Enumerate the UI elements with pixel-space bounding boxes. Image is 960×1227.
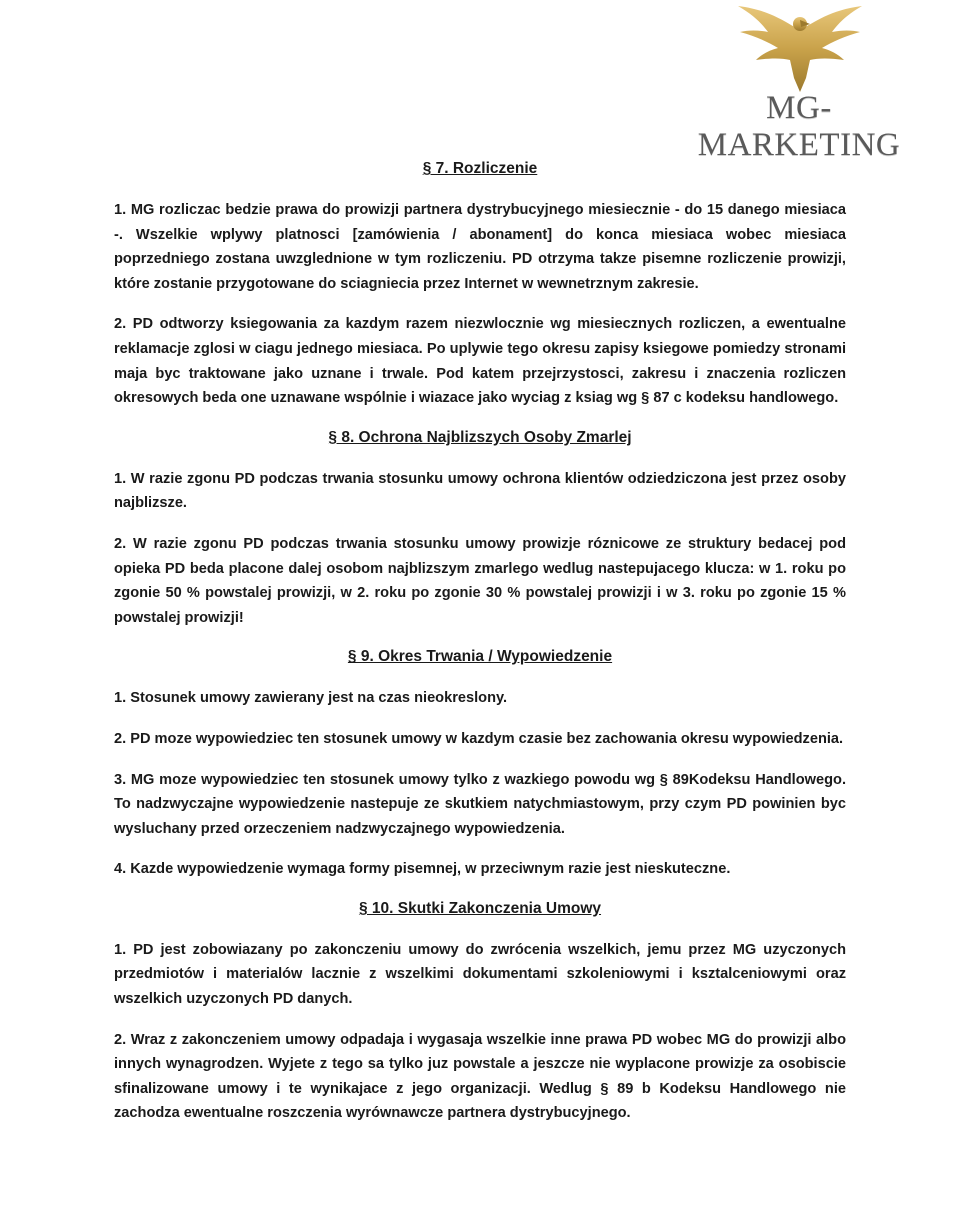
paragraph: 1. Stosunek umowy zawierany jest na czas nieokreslony. (114, 690, 508, 707)
paragraph: 4. Kazde wypowiedzenie wymaga formy pisemnej, w przeciwnym razie jest nieskuteczne. (114, 861, 731, 878)
paragraph: 2. W razie zgonu PD podczas trwania stosunku umowy prowizje róznicowe ze struktury bedacej pod opieka PD beda placone dalej osobom najblizszym zmarlego wedlug nastepujacego klucza: w 1. roku po zgonie 50 % powstalej prowizji, w 2. roku po zgonie 30 % powstalej prowizji i w 3. roku po zgonie 15 % powstalej prowizji! (114, 535, 846, 626)
paragraph: 3. MG moze wypowiedziec ten stosunek umowy tylko z wazkiego powodu wg § 89Kodeksu Handlowego. To nadzwyczajne wypowiedzenie nastepuje ze skutkiem natychmiastowym, przy czym PD powinien byc wysluchany przed orzeczeniem nadzwyczajnego wypowiedzenia. (114, 771, 846, 837)
section-heading: § 8. Ochrona Najblizszych Osoby Zmarlej (328, 428, 632, 446)
logo-wordmark: MG-MARKETING (697, 90, 901, 163)
document-body (114, 156, 846, 1126)
company-logo (668, 2, 930, 163)
paragraph: 1. W razie zgonu PD podczas trwania stosunku umowy ochrona klientów odziedziczona jest przez osoby najblizsze. (114, 470, 846, 512)
paragraph: 2. PD moze wypowiedziec ten stosunek umowy w kazdym czasie bez zachowania okresu wypowiedzenia. (114, 730, 844, 747)
paragraph: 1. MG rozliczac bedzie prawa do prowizji partnera dystrybucyjnego miesiecznie - do 15 danego miesiaca -. Wszelkie wplywy platnosci [zamówienia / abonament] do konca miesiaca wobec miesiaca poprzedniego zostana uwzglednione w tym rozliczeniu. PD otrzyma takze pisemne rozliczenie prowizji, które zostanie przygotowane do sciagniecia przez Internet w wewnetrznym zakresie. (114, 202, 846, 292)
section-heading: § 10. Skutki Zakonczenia Umowy (358, 899, 602, 917)
paragraph: 2. Wraz z zakonczeniem umowy odpadaja i wygasaja wszelkie inne prawa PD wobec MG do prowizji albo innych wynagrodzen. Wyjete z tego sa tylko juz powstale a jeszcze nie wyplacone prowizje za osobiscie sfinalizowane umowy i te wynikajace z jego organizacji. Wedlug § 89 b Kodeksu Handlowego nie zachodza ewentualne roszczenia wyrównawcze partnera dystrybucyjnego. (114, 1031, 846, 1122)
paragraph: 1. PD jest zobowiazany po zakonczeniu umowy do zwrócenia wszelkich, jemu przez MG uzyczonych przedmiotów i materialów lacznie z wszelkimi dokumentami szkoleniowymi i ksztalceniowymi oraz wszelkich uzyczonych PD danych. (114, 941, 846, 1008)
golden-eagle-icon (730, 2, 870, 94)
paragraph: 2. PD odtworzy ksiegowania za kazdym razem niezwlocznie wg miesiecznych rozliczen, a ewentualne reklamacje zglosi w ciagu jednego miesiaca. Po uplywie tego okresu zapisy ksiegowe pomiedzy stronami maja byc traktowane jako uznane i trwale. Pod katem przejrzystosci, zakresu i znaczenia rozliczen okresowych beda one uznawane wspólnie i wiazace jako wyciag z ksiag wg § 87 c kodeksu handlowego. (114, 316, 846, 407)
section-heading: § 9. Okres Trwania / Wypowiedzenie (347, 648, 613, 666)
section-heading: § 7. Rozliczenie (422, 160, 538, 177)
